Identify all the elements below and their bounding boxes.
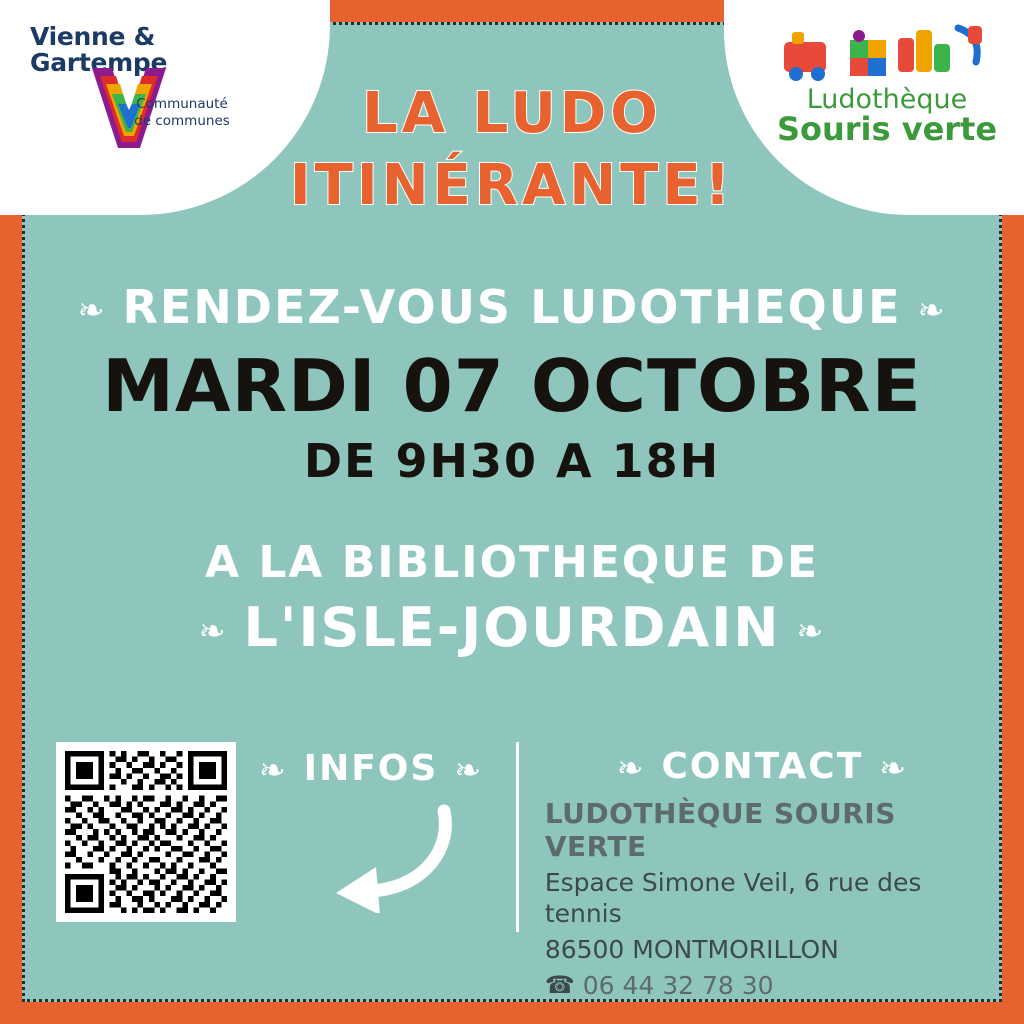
rendezvous-label: RENDEZ-VOUS LUDOTHEQUE [122,280,902,334]
deco-mark-infos-right-icon: ❧ [454,751,484,789]
deco-mark-right-icon: ❧ [917,291,947,330]
cc-sub-line2: de communes [134,112,230,129]
contact-title-row [545,746,980,787]
arrow-wrap [236,803,506,917]
headline-line1: LA LUDO [362,81,662,146]
souris-verte-icon-row [772,20,1002,82]
contact-section [545,742,980,1000]
venue-row [40,596,984,661]
rendezvous-row [40,280,984,335]
vertical-divider [516,742,519,932]
communaute-logo [30,24,280,154]
communaute-subtitle [122,96,242,130]
deco-mark-infos-left-icon: ❧ [258,751,288,789]
curved-arrow-icon [276,803,466,913]
infos-section [236,742,506,917]
deco-mark-contact-right-icon: ❧ [879,749,909,787]
event-hours: DE 9H30 A 18H [303,433,721,488]
contact-address-line2: 86500 MONTMORILLON [544,934,839,964]
poster-footer [56,742,980,1000]
deco-mark-venue-right-icon: ❧ [796,612,826,651]
phone-icon: ☎ [544,971,575,1000]
venue-line2: L'ISLE-JOURDAIN [243,596,781,660]
infos-title: INFOS [303,748,439,789]
event-date: MARDI 07 OCTOBRE [102,344,922,429]
toy-blocks-icon [772,20,1002,82]
cc-sub-line1: Communauté [136,96,228,112]
contact-phone-row[interactable] [545,971,980,1000]
deco-mark-venue-left-icon: ❧ [198,612,228,651]
deco-mark-contact-left-icon: ❧ [616,749,646,787]
infos-title-row [236,748,506,789]
venue-line1: A LA BIBLIOTHEQUE DE [204,537,820,589]
headline-line2: ITINÉRANTE! [289,152,735,218]
qr-code-image [65,751,227,913]
cc-logo-line2: Gartempe [30,48,168,78]
contact-phone-number: 06 44 32 78 30 [582,970,774,1000]
souris-verte-name-line1: Ludothèque [806,84,968,115]
poster-main-text [40,280,984,661]
contact-title: CONTACT [661,746,864,787]
qr-code[interactable] [56,742,236,922]
spacer [40,489,984,535]
souris-verte-name-line2: Souris verte [776,110,998,148]
contact-address-line1: Espace Simone Veil, 6 rue des tennis [544,868,922,929]
souris-verte-logo [772,20,1002,160]
cc-logo-line1: Vienne & [30,22,156,51]
deco-mark-left-icon: ❧ [77,291,107,330]
contact-org: LUDOTHÈQUE SOURIS VERTE [544,797,896,863]
